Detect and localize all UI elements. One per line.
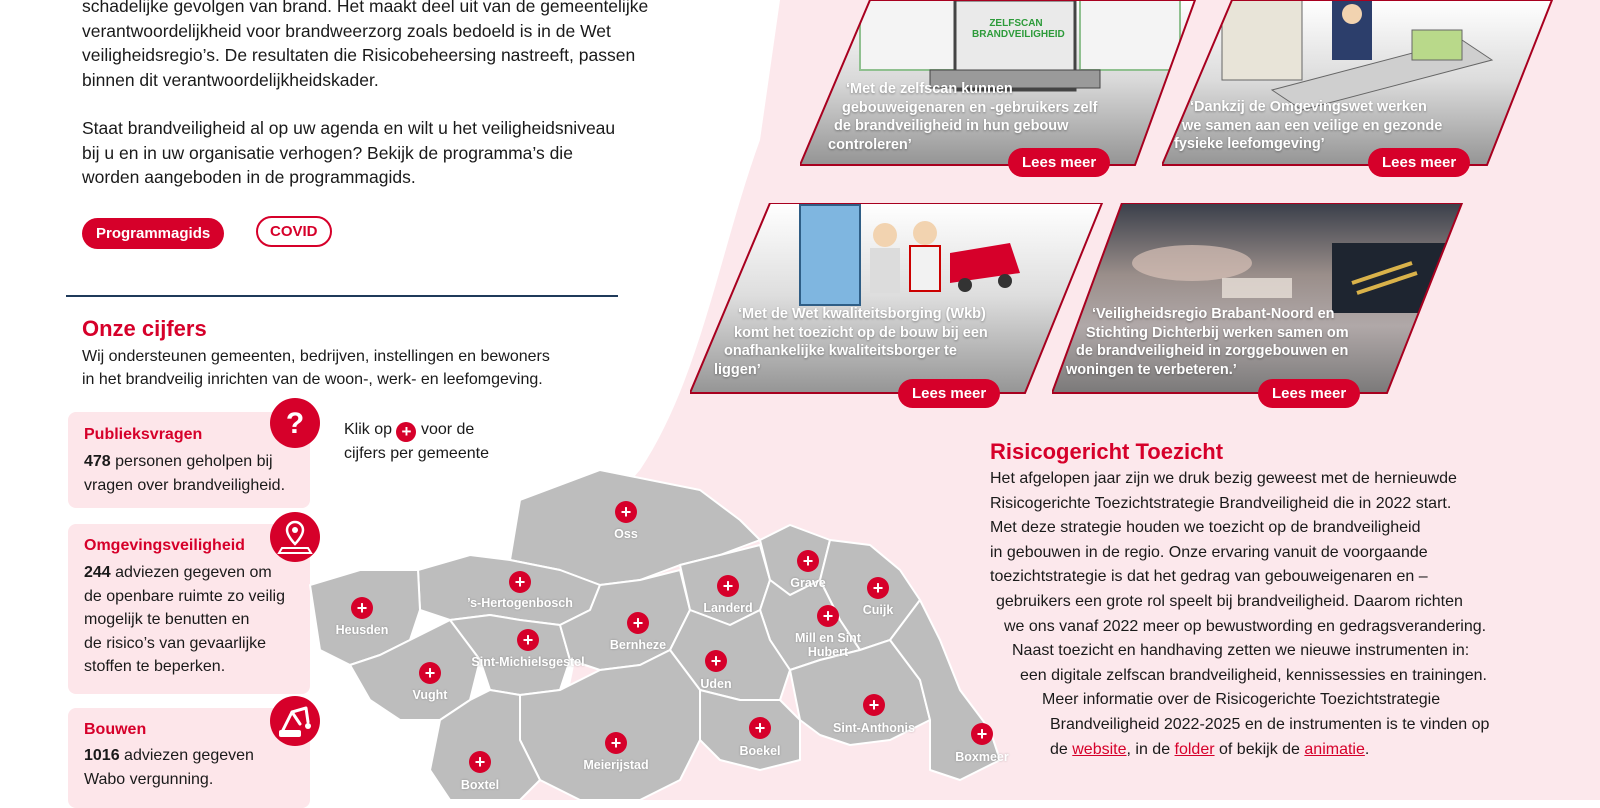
toezicht-text-part: of bekijk de bbox=[1214, 740, 1305, 758]
agenda-line: Staat brandveiligheid al op uw agenda en wilt u het veiligheidsniveau bbox=[82, 118, 616, 138]
card-omgevingswet[interactable] bbox=[1162, 0, 1562, 178]
stat-title: Omgevingsveiligheid bbox=[84, 537, 245, 554]
map-plus-button[interactable]: + bbox=[517, 629, 539, 651]
lees-meer-button[interactable]: Lees meer bbox=[1258, 379, 1360, 408]
toezicht-text bbox=[990, 467, 1489, 762]
map-plus-button[interactable]: + bbox=[351, 597, 373, 619]
covid-button[interactable]: COVID bbox=[256, 216, 332, 247]
toezicht-line: Brandveiligheid 2022-2025 en de instrumenten is te vinden op bbox=[1050, 715, 1490, 733]
agenda-line: bij u en in uw organisatie verhogen? Bekijk de programma’s die bbox=[82, 142, 573, 163]
stat-text: vragen over brandveiligheid. bbox=[84, 476, 286, 494]
map-label: ’s-Hertogenbosch bbox=[467, 596, 573, 610]
stat-body bbox=[84, 450, 285, 497]
map-label: Bernheze bbox=[609, 638, 667, 652]
card-quote bbox=[1174, 98, 1500, 154]
question-icon bbox=[270, 398, 320, 448]
agenda-line: worden aangeboden in de programmagids. bbox=[82, 167, 416, 187]
intro-line: schadelijke gevolgen van brand. Het maakt deel uit van de gemeentelijke bbox=[82, 0, 649, 16]
cijfers-line: Wij ondersteunen gemeenten, bedrijven, instellingen en bewoners bbox=[82, 348, 550, 365]
card-quote bbox=[1066, 305, 1422, 379]
stat-number: 244 bbox=[84, 564, 111, 581]
stat-title: Publieksvragen bbox=[84, 426, 203, 443]
card-zelfscan[interactable] bbox=[800, 0, 1200, 178]
toezicht-text-part: de bbox=[1050, 740, 1073, 758]
quote-line: fysieke leefomgeving’ bbox=[1174, 136, 1325, 152]
map-label: Uden bbox=[700, 677, 732, 691]
quote-line: ‘Dankzij de Omgevingswet werken bbox=[1190, 99, 1427, 115]
quote-line: we samen aan een veilige en gezonde bbox=[1182, 117, 1443, 134]
lees-meer-button[interactable]: Lees meer bbox=[898, 379, 1000, 408]
map-plus-button[interactable]: + bbox=[971, 723, 993, 745]
intro-line: binnen dit verantwoordelijkheidskader. bbox=[82, 69, 379, 90]
map-plus-button[interactable]: + bbox=[469, 751, 491, 773]
folder-link[interactable]: folder bbox=[1174, 740, 1215, 758]
stat-text: de risico’s van gevaarlijke bbox=[84, 634, 267, 652]
stat-text: adviezen gegeven bbox=[119, 747, 254, 764]
map-plus-button[interactable]: + bbox=[627, 612, 649, 634]
quote-line: woningen te verbeteren.’ bbox=[1066, 361, 1237, 378]
toezicht-line: Het afgelopen jaar zijn we druk bezig geweest met de hernieuwde bbox=[990, 470, 1457, 487]
stat-title: Bouwen bbox=[84, 721, 147, 738]
region-map bbox=[300, 460, 1020, 800]
toezicht-links-line bbox=[1050, 738, 1489, 763]
quote-line: controleren’ bbox=[828, 136, 912, 153]
toezicht-line: Meer informatie over de Risicogerichte Toezichtstrategie bbox=[1042, 691, 1441, 709]
map-plus-button[interactable]: + bbox=[615, 501, 637, 523]
map-plus-button[interactable]: + bbox=[749, 717, 771, 739]
lees-meer-button[interactable]: Lees meer bbox=[1008, 148, 1110, 177]
stat-text: stoffen te beperken. bbox=[84, 658, 226, 675]
quote-line: liggen’ bbox=[714, 361, 761, 378]
quote-line: komt het toezicht op de bouw bij een bbox=[734, 324, 988, 341]
quote-line: de brandveiligheid in zorggebouwen en bbox=[1076, 343, 1349, 359]
stat-number: 1016 bbox=[84, 747, 120, 764]
intro-line: veiligheidsregio’s. De resultaten die Risicobeheersing nastreeft, passen bbox=[82, 45, 636, 65]
map-label: Heusden bbox=[335, 623, 389, 637]
map-plus-button[interactable]: + bbox=[705, 650, 727, 672]
map-label: Sint-Anthonis bbox=[833, 721, 915, 735]
cijfers-intro bbox=[82, 345, 602, 391]
toezicht-title: Risicogericht Toezicht bbox=[990, 439, 1224, 464]
toezicht-line: Risicogerichte Toezichtstrategie Brandveiligheid die in 2022 start. bbox=[990, 494, 1452, 512]
quote-line: ‘Met de Wet kwaliteitsborging (Wkb) bbox=[738, 306, 986, 322]
toezicht-line: we ons vanaf 2022 meer op bewustwording en gedragsverandering. bbox=[1004, 617, 1487, 635]
map-label: Boxmeer bbox=[955, 750, 1009, 764]
quote-line: onafhankelijke kwaliteitsborger te bbox=[724, 343, 957, 359]
klik-text: cijfers per gemeente bbox=[344, 445, 489, 462]
svg-text:?: ? bbox=[285, 407, 305, 440]
toezicht-line: toezichtstrategie is dat het gedrag van gebouweigenaren en – bbox=[990, 568, 1428, 586]
map-label: Mill en Sint Hubert bbox=[795, 631, 861, 659]
klik-text: Klik op bbox=[344, 421, 393, 438]
card-quote bbox=[714, 305, 1058, 379]
toezicht-text-part: , in de bbox=[1126, 740, 1175, 758]
klik-hint bbox=[344, 418, 489, 465]
quote-line: gebouweigenaren en -gebruikers zelf bbox=[842, 99, 1098, 116]
toezicht-text-part: . bbox=[1364, 740, 1370, 758]
website-link[interactable]: website bbox=[1072, 740, 1127, 758]
map-plus-button[interactable]: + bbox=[605, 732, 627, 754]
quote-line: Stichting Dichterbij werken samen om bbox=[1086, 324, 1349, 341]
stat-body bbox=[84, 561, 285, 679]
plus-icon: + bbox=[396, 422, 416, 442]
toezicht-line: Met deze strategie houden we toezicht op de brandveiligheid bbox=[990, 519, 1421, 537]
map-plus-button[interactable]: + bbox=[867, 577, 889, 599]
stat-text: Wabo vergunning. bbox=[84, 770, 214, 788]
zelfscan-label: ZELFSCAN BRANDVEILIGHEID bbox=[972, 18, 1065, 40]
quote-line: ‘Met de zelfscan kunnen bbox=[846, 81, 1013, 97]
map-label: Boekel bbox=[739, 744, 781, 758]
map-plus-button[interactable]: + bbox=[817, 605, 839, 627]
card-quote bbox=[828, 80, 1142, 154]
quote-line: ‘Veiligheidsregio Brabant-Noord en bbox=[1092, 306, 1335, 322]
intro-line: verantwoordelijkheid voor brandweerzorg zoals bedoeld is in de Wet bbox=[82, 20, 611, 41]
animatie-link[interactable]: animatie bbox=[1304, 740, 1365, 758]
stat-body bbox=[84, 744, 254, 791]
map-plus-button[interactable]: + bbox=[717, 575, 739, 597]
stat-text: de openbare ruimte zo veilig bbox=[84, 587, 286, 605]
card-wkb[interactable] bbox=[690, 203, 1110, 408]
programmagids-button[interactable]: Programmagids bbox=[82, 218, 224, 249]
map-label: Oss bbox=[614, 527, 638, 541]
toezicht-line: in gebouwen in de regio. Onze ervaring vanuit de voorgaande bbox=[990, 543, 1428, 561]
map-label: Boxtel bbox=[460, 778, 500, 792]
map-label: Landerd bbox=[703, 601, 753, 615]
cijfers-line: in het brandveilig inrichten van de woon-, werk- en leefomgeving. bbox=[82, 371, 543, 388]
map-plus-button[interactable]: + bbox=[509, 571, 531, 593]
quote-line: de brandveiligheid in hun gebouw bbox=[834, 118, 1069, 134]
map-label: Vught bbox=[412, 688, 448, 702]
stat-text: personen geholpen bij bbox=[110, 453, 273, 470]
map-plus-button[interactable]: + bbox=[863, 694, 885, 716]
map-label: Meierijstad bbox=[583, 758, 649, 772]
lees-meer-button[interactable]: Lees meer bbox=[1368, 148, 1470, 177]
klik-text: voor de bbox=[420, 421, 475, 438]
section-divider bbox=[66, 295, 618, 297]
map-plus-button[interactable]: + bbox=[797, 550, 819, 572]
cijfers-title: Onze cijfers bbox=[82, 316, 207, 341]
stat-number: 478 bbox=[84, 453, 111, 470]
toezicht-line: een digitale zelfscan brandveiligheid, kennissessies en trainingen. bbox=[1020, 666, 1487, 684]
map-label: Cuijk bbox=[862, 603, 894, 617]
stat-text: adviezen gegeven om bbox=[110, 564, 272, 581]
toezicht-line: gebruikers een grote rol speelt bij brandveiligheid. Daarom richten bbox=[996, 592, 1463, 610]
map-label: Sint-Michielsgestel bbox=[471, 655, 585, 669]
card-dichterbij[interactable] bbox=[1052, 203, 1472, 408]
map-label: Grave bbox=[790, 576, 826, 590]
stat-text: mogelijk te benutten en bbox=[84, 611, 250, 628]
map-plus-button[interactable]: + bbox=[419, 662, 441, 684]
intro-text bbox=[82, 0, 722, 190]
toezicht-line: Naast toezicht en handhaving zetten we nieuwe instrumenten in: bbox=[1012, 642, 1470, 660]
